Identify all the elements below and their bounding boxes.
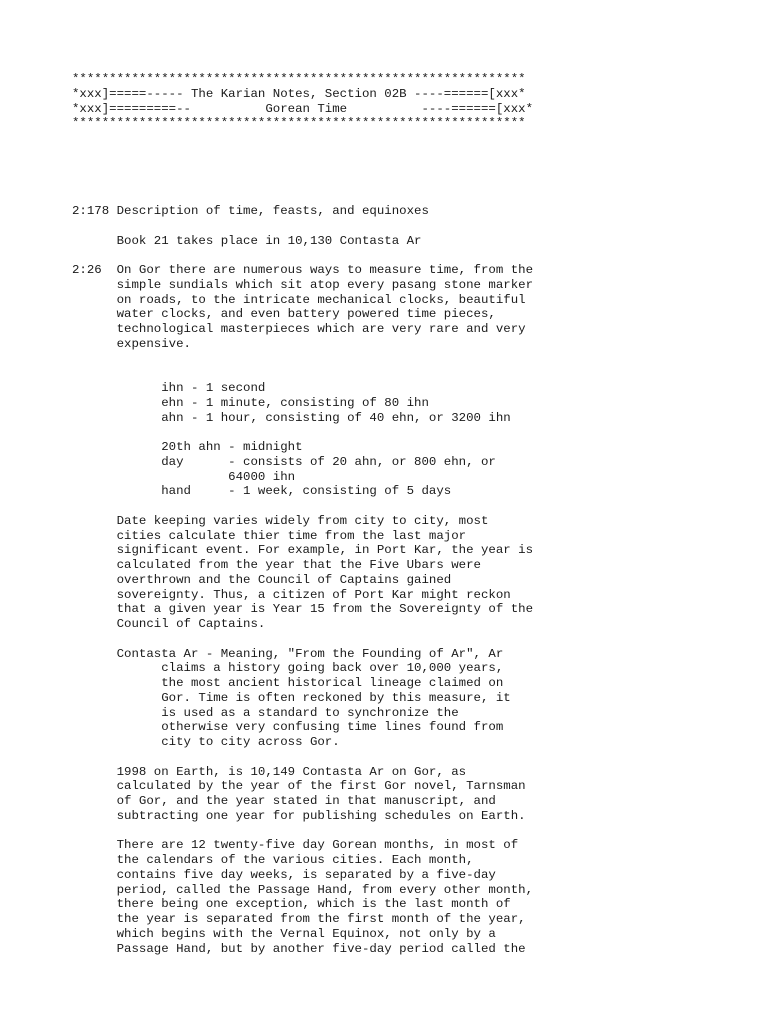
header-border-top: ************************************************************* [72, 72, 526, 86]
text-line: 20th ahn - midnight [72, 440, 303, 454]
blank-line [72, 248, 752, 263]
text-line: the most ancient historical lineage claimed on [72, 676, 504, 690]
text-line: calculated by the year of the first Gor novel, Tarnsman [72, 779, 526, 794]
document-page [72, 72, 752, 956]
header-subtitle-line: *xxx]=========-- Gorean Time ----======[xxx* [72, 101, 534, 116]
text-line: day - consists of 20 ahn, or 800 ehn, or [72, 454, 496, 469]
text-line: calculated from the year that the Five Ubars were [72, 558, 481, 572]
header-title-line: *xxx]=====----- The Karian Notes, Section 02B ----======[xxx* [72, 86, 526, 101]
text-line: Book 21 takes place in 10,130 Contasta Ar [72, 233, 422, 248]
text-line: ihn - 1 second [72, 381, 266, 395]
text-line: period, called the Passage Hand, from every other month, [72, 882, 534, 897]
header-border-bottom: ************************************************************* [72, 116, 526, 131]
blank-line [72, 352, 752, 367]
text-line: Gor. Time is often reckoned by this measure, it [72, 690, 511, 705]
text-line: of Gor, and the year stated in that manuscript, and [72, 794, 496, 808]
blank-line [72, 750, 752, 765]
text-line: claims a history going back over 10,000 years, [72, 661, 504, 676]
blank-line [72, 824, 752, 839]
text-line: overthrown and the Council of Captains gained [72, 572, 452, 587]
blank-line [72, 366, 752, 381]
text-line: technological masterpieces which are very rare and very [72, 322, 526, 336]
text-line: city to city across Gor. [72, 735, 340, 749]
text-line: is used as a standard to synchronize the [72, 705, 459, 720]
text-line: Council of Captains. [72, 617, 266, 631]
text-line: simple sundials which sit atop every pasang stone marker [72, 277, 534, 292]
text-line: which begins with the Vernal Equinox, not only by a [72, 926, 496, 941]
blank-line [72, 499, 752, 514]
text-line: the calendars of the various cities. Each month, [72, 853, 474, 867]
blank-line [72, 219, 752, 234]
blank-line [72, 425, 752, 440]
text-line: expensive. [72, 336, 191, 351]
text-line: 2:26 On Gor there are numerous ways to measure time, from the [72, 263, 534, 277]
text-line: contains five day weeks, is separated by a five-day [72, 867, 496, 882]
text-line: Passage Hand, but by another five-day period called the [72, 941, 526, 956]
text-line: 64000 ihn [72, 469, 296, 484]
text-line: Contasta Ar - Meaning, "From the Founding of Ar", Ar [72, 646, 504, 661]
text-line: ahn - 1 hour, consisting of 40 ehn, or 3200 ihn [72, 410, 511, 425]
text-line: there being one exception, which is the last month of [72, 897, 511, 912]
text-line: significant event. For example, in Port Kar, the year is [72, 543, 534, 558]
text-line: Date keeping varies widely from city to city, most [72, 513, 489, 528]
text-line: that a given year is Year 15 from the Sovereignty of the [72, 602, 534, 617]
text-line: on roads, to the intricate mechanical clocks, beautiful [72, 292, 526, 307]
header-spacer [72, 131, 752, 204]
text-line: 1998 on Earth, is 10,149 Contasta Ar on Gor, as [72, 764, 467, 779]
text-line: water clocks, and even battery powered time pieces, [72, 307, 496, 322]
text-line: subtracting one year for publishing schedules on Earth. [72, 808, 526, 823]
text-line: the year is separated from the first month of the year, [72, 912, 526, 926]
text-line: sovereignty. Thus, a citizen of Port Kar might reckon [72, 587, 511, 602]
text-line: 2:178 Description of time, feasts, and equinoxes [72, 204, 429, 218]
text-line: cities calculate thier time from the last major [72, 528, 467, 543]
blank-line [72, 632, 752, 647]
document-body [72, 204, 752, 956]
text-line: ehn - 1 minute, consisting of 80 ihn [72, 395, 429, 410]
text-line: hand - 1 week, consisting of 5 days [72, 484, 452, 499]
text-line: otherwise very confusing time lines found from [72, 720, 504, 735]
text-line: There are 12 twenty-five day Gorean months, in most of [72, 838, 519, 853]
